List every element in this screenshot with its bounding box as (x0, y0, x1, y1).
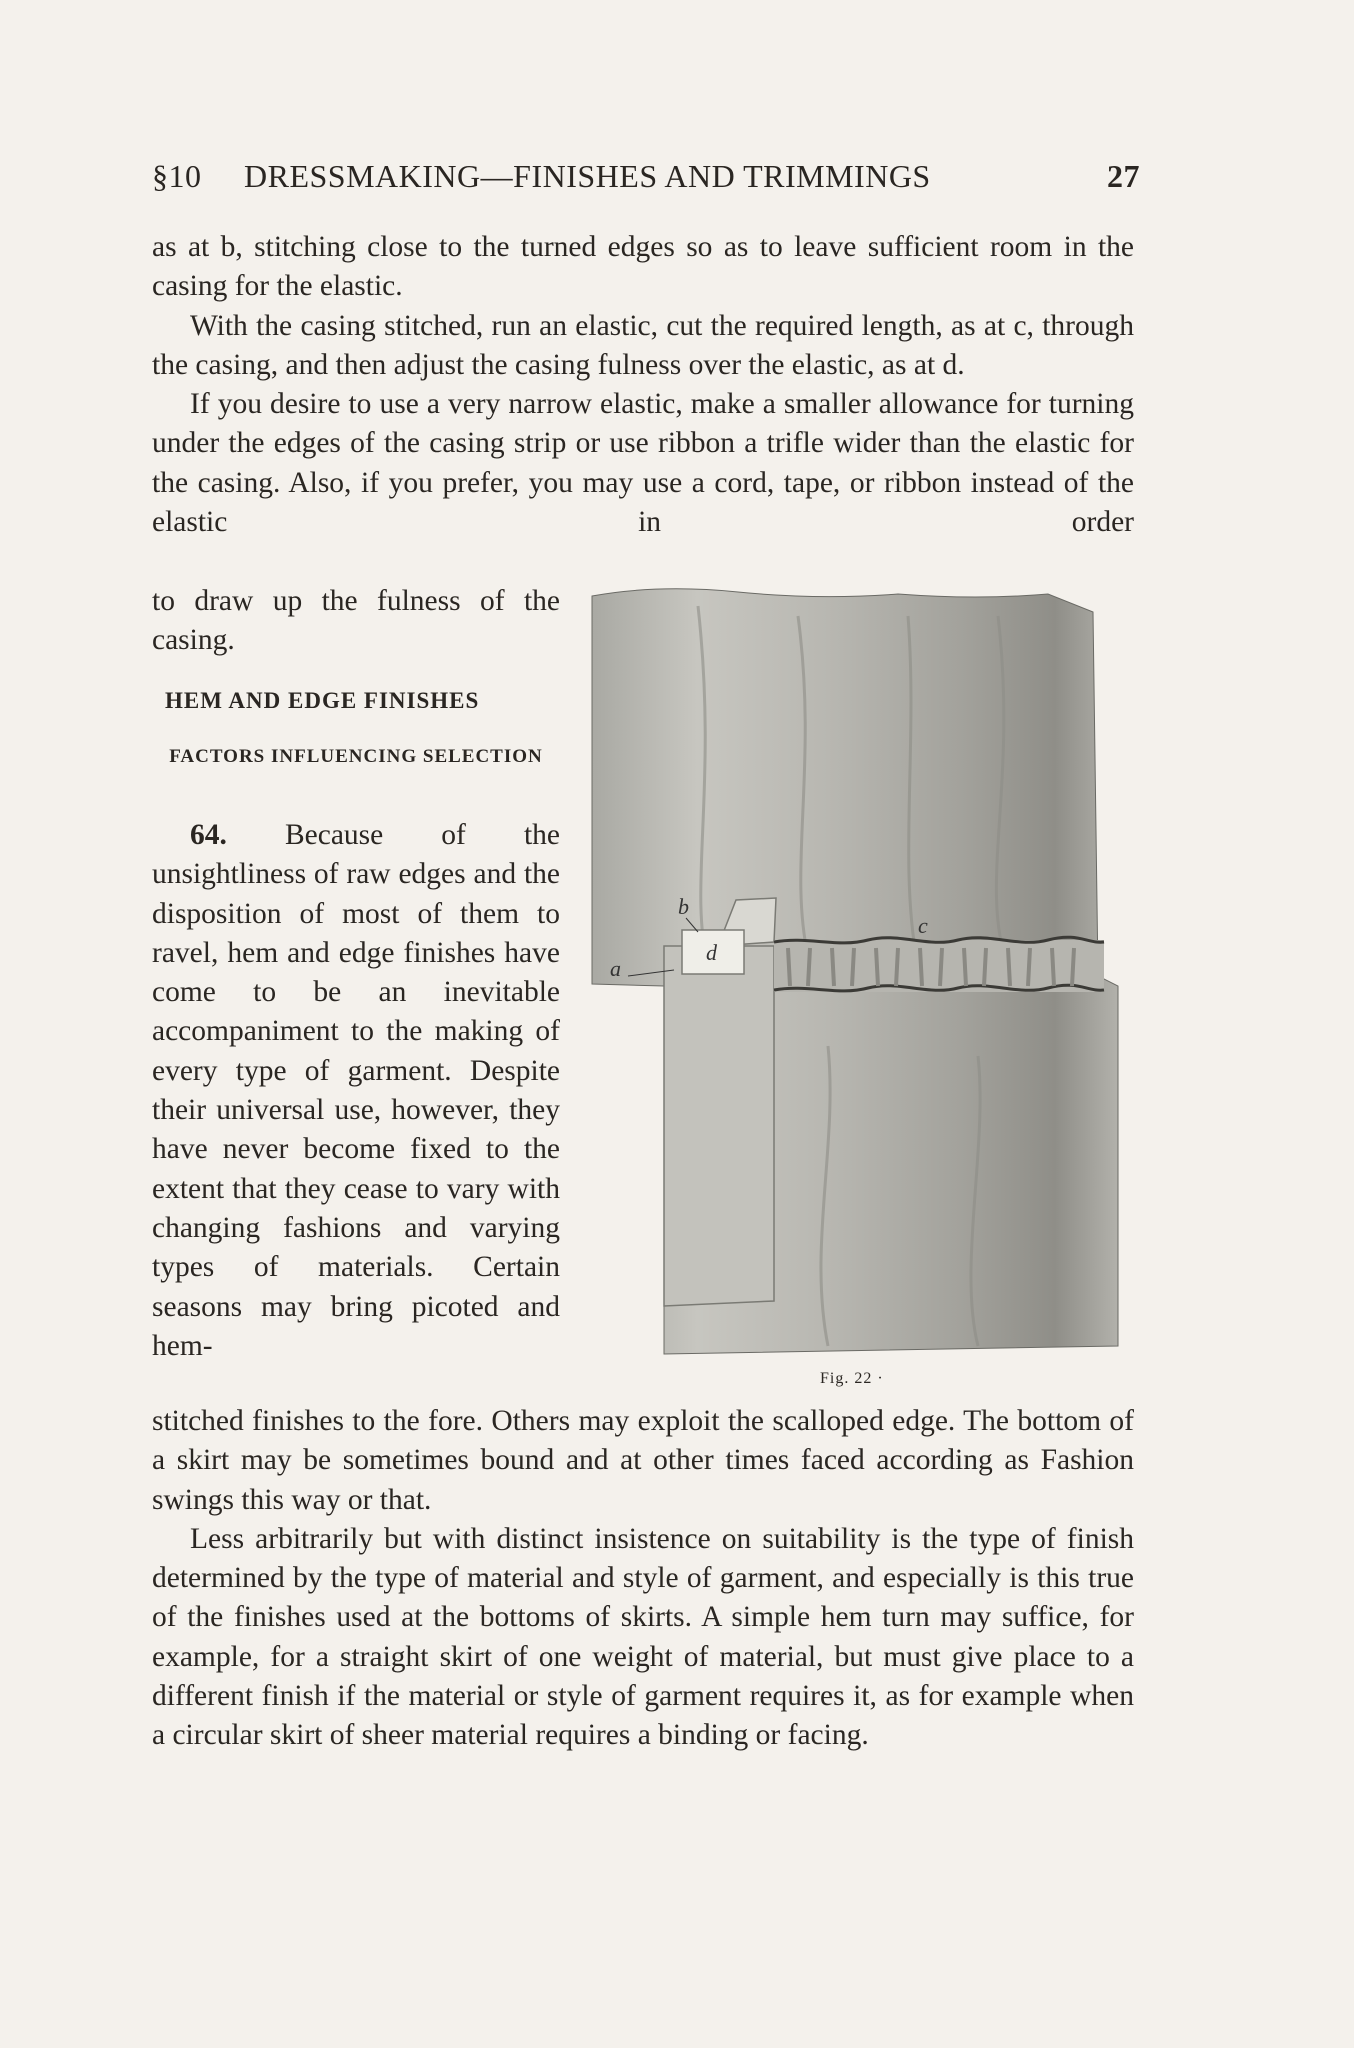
section-heading: HEM AND EDGE FINISHES (165, 688, 480, 713)
figure-caption: Fig. 22 · (820, 1370, 884, 1387)
figure-22-illustration (578, 586, 1130, 1366)
side-text-block-2 (152, 816, 560, 1366)
paragraph-continued-narrow: to draw up the fulness of the casing. (152, 585, 560, 657)
label-c: c (918, 913, 928, 938)
page-number: 27 (1107, 158, 1140, 194)
label-b: b (678, 894, 689, 919)
paragraph-suitability: Less arbitrarily but with distinct insistence on suitability is the type of finish determined by the type of material and style of garment, and especially is this true of the finishes used at the bottoms of skirts. A simple hem turn may suffice, for example, for a straight skirt of one weight of material, but must give place to a different finish if the material or style of garment requires it, as for example when a circular skirt of sheer material requires a binding or facing. (152, 1522, 1134, 1752)
bottom-text-block (152, 1402, 1134, 1756)
paragraph-continued: as at b, stitching close to the turned edges so as to leave sufficient room in the casing for the elastic. (152, 231, 1134, 303)
paragraph-narrow-elastic: If you desire to use a very narrow elastic, make a smaller allowance for turning under the edges of the casing strip or use ribbon a trifle wider than the elastic for the casing. Also, if you prefer, you may use a cord, tape, or ribbon instead of the elastic in order (152, 388, 1134, 539)
paragraph-64-narrow (152, 816, 560, 1366)
casing-strip-end (664, 946, 774, 1306)
label-d: d (706, 940, 717, 965)
top-text-block (152, 228, 1134, 542)
paragraph-64-wide: stitched finishes to the fore. Others may exploit the scalloped edge. The bottom of a skirt may be sometimes bound and at other times faced according as Fashion swings this way or that. (152, 1405, 1134, 1516)
running-title: DRESSMAKING—FINISHES AND TRIMMINGS (244, 158, 931, 194)
subsection-heading: FACTORS INFLUENCING SELECTION (169, 746, 543, 767)
side-text-block-1 (152, 582, 560, 661)
section-mark: §10 (152, 158, 202, 194)
paragraph-casing: With the casing stitched, run an elastic, cut the required length, as at c, through the casing, and then adjust the casing fulness over the elastic, as at d. (152, 309, 1134, 381)
paragraph-64-text: Because of the unsightliness of raw edges and the disposition of most of them to ravel, hem and edge finishes have come to be an inevitable accompaniment to the making of every type of garment. Despite their universal use, however, they have never become fixed to the extent that they cease to vary with changing fashions and varying types of materials. Certain seasons may bring picoted and hem- (152, 819, 560, 1362)
paragraph-number: 64. (190, 819, 227, 851)
label-a: a (610, 956, 621, 981)
